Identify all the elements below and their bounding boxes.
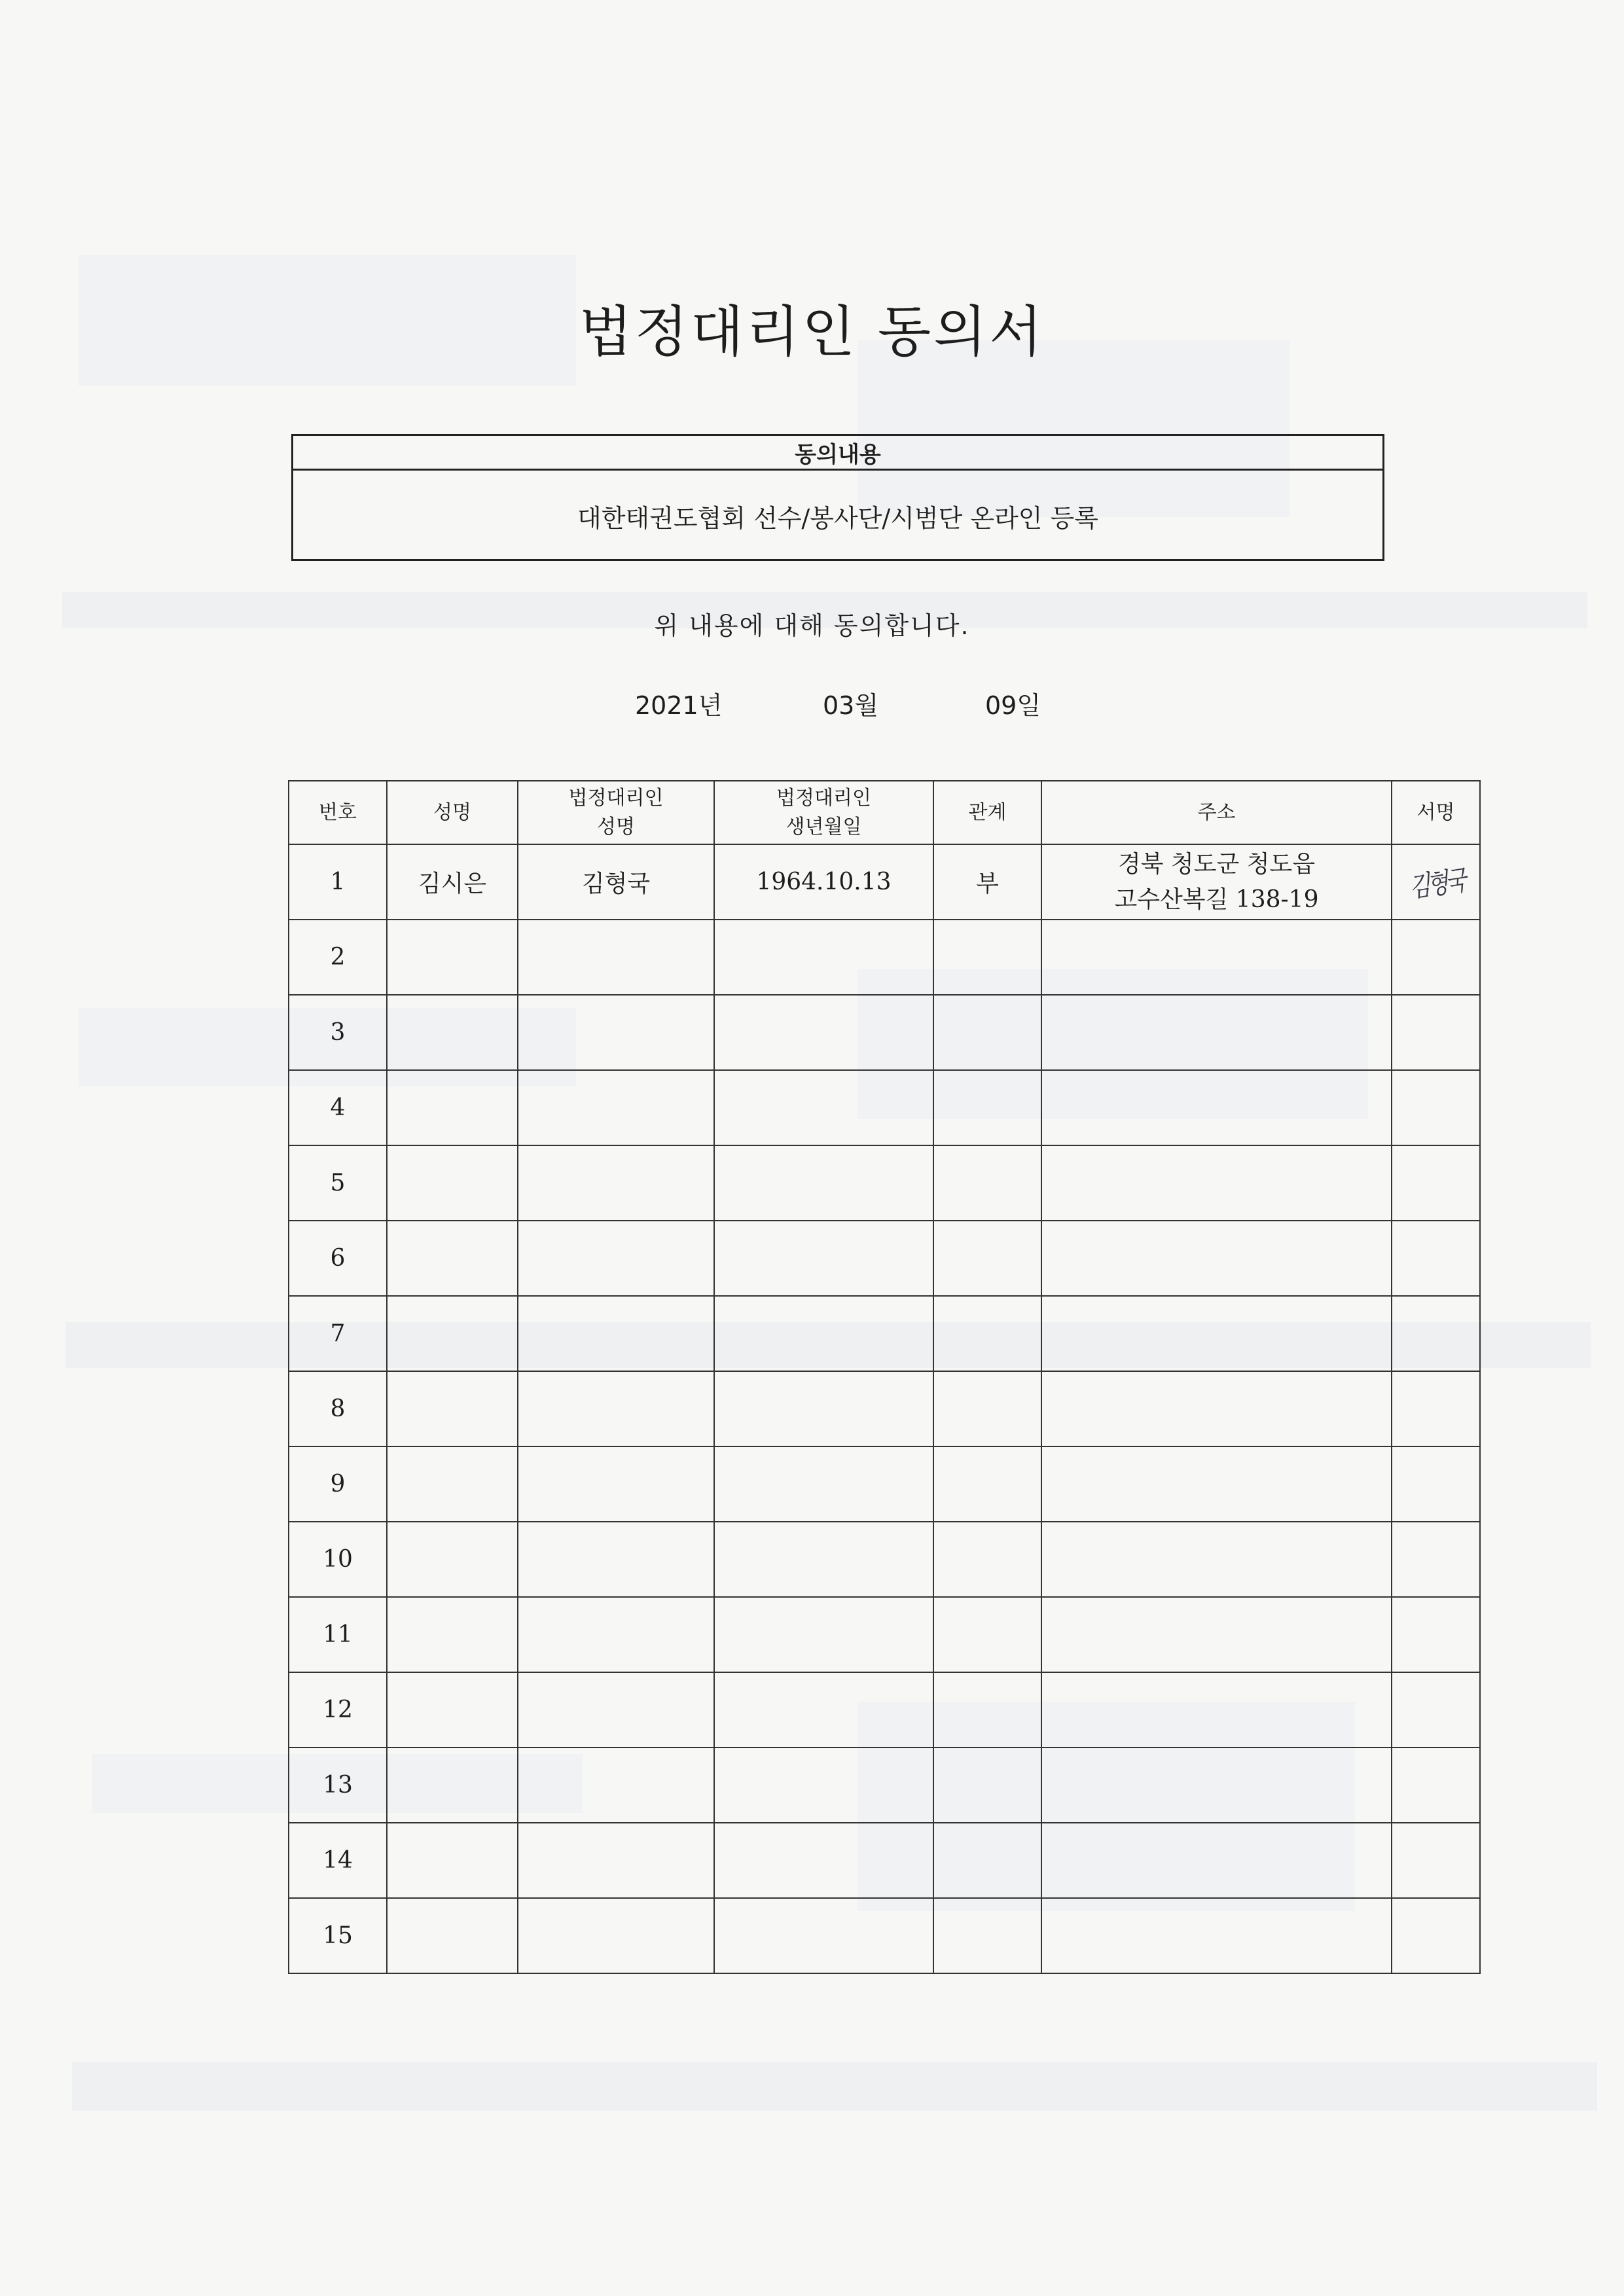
cell-guardian-birth [714, 1597, 933, 1672]
table-row [289, 920, 1480, 995]
cell-guardian-name [518, 1898, 714, 1973]
table-row [289, 995, 1480, 1070]
table-row [289, 1070, 1480, 1145]
cell-no: 2 [289, 920, 387, 995]
table-row [289, 1522, 1480, 1597]
cell-guardian-name [518, 1221, 714, 1296]
cell-guardian-name [518, 920, 714, 995]
cell-guardian-name [518, 995, 714, 1070]
cell-address [1041, 1597, 1392, 1672]
table-row [289, 1672, 1480, 1748]
cell-relation [933, 1070, 1041, 1145]
cell-name [387, 1823, 518, 1898]
cell-address [1041, 1823, 1392, 1898]
cell-relation [933, 1748, 1041, 1823]
guardian-roster-table [288, 780, 1481, 1974]
cell-address [1041, 1371, 1392, 1446]
cell-relation [933, 995, 1041, 1070]
cell-name [387, 1898, 518, 1973]
cell-guardian-birth [714, 1371, 933, 1446]
cell-guardian-name: 김형국 [518, 844, 714, 920]
cell-guardian-birth [714, 1221, 933, 1296]
cell-guardian-birth [714, 1898, 933, 1973]
cell-relation [933, 1597, 1041, 1672]
cell-relation [933, 920, 1041, 995]
cell-address [1041, 1748, 1392, 1823]
consent-box [291, 434, 1384, 561]
cell-guardian-name [518, 1672, 714, 1748]
cell-name [387, 995, 518, 1070]
cell-name [387, 1371, 518, 1446]
cell-signature [1392, 920, 1480, 995]
cell-signature [1392, 1823, 1480, 1898]
cell-signature [1392, 1748, 1480, 1823]
header-guardian-name: 법정대리인 성명 [518, 781, 714, 844]
cell-address [1041, 995, 1392, 1070]
header-guardian-birth: 법정대리인 생년월일 [714, 781, 933, 844]
cell-guardian-birth [714, 1522, 933, 1597]
scan-artifact [72, 2062, 1597, 2111]
cell-signature [1392, 1070, 1480, 1145]
cell-guardian-birth [714, 1446, 933, 1522]
cell-no: 12 [289, 1672, 387, 1748]
cell-name [387, 1748, 518, 1823]
cell-name [387, 1070, 518, 1145]
cell-guardian-name [518, 1823, 714, 1898]
table-row [289, 1145, 1480, 1221]
cell-name [387, 1145, 518, 1221]
header-relation: 관계 [933, 781, 1041, 844]
cell-no: 9 [289, 1446, 387, 1522]
cell-guardian-name [518, 1522, 714, 1597]
date-month: 03월 [823, 691, 879, 720]
cell-guardian-name [518, 1145, 714, 1221]
cell-relation [933, 1823, 1041, 1898]
cell-no: 13 [289, 1748, 387, 1823]
cell-relation [933, 1221, 1041, 1296]
cell-signature [1392, 995, 1480, 1070]
cell-relation: 부 [933, 844, 1041, 920]
cell-signature [1392, 1296, 1480, 1371]
cell-signature [1392, 1522, 1480, 1597]
handwritten-signature: 김형국 [1407, 863, 1466, 904]
cell-no: 10 [289, 1522, 387, 1597]
cell-guardian-name [518, 1296, 714, 1371]
cell-address [1041, 1296, 1392, 1371]
cell-address [1041, 1522, 1392, 1597]
agreement-statement: 위 내용에 대해 동의합니다. [654, 611, 970, 640]
cell-address [1041, 1221, 1392, 1296]
cell-no: 4 [289, 1070, 387, 1145]
header-address: 주소 [1041, 781, 1392, 844]
cell-no: 6 [289, 1221, 387, 1296]
cell-name [387, 920, 518, 995]
cell-guardian-birth [714, 1070, 933, 1145]
cell-name [387, 1597, 518, 1672]
cell-guardian-name [518, 1371, 714, 1446]
cell-no: 7 [289, 1296, 387, 1371]
cell-guardian-birth [714, 1823, 933, 1898]
header-name: 성명 [387, 781, 518, 844]
cell-signature [1392, 1597, 1480, 1672]
header-no: 번호 [289, 781, 387, 844]
table-row [289, 844, 1480, 920]
cell-address [1041, 1898, 1392, 1973]
cell-guardian-birth [714, 995, 933, 1070]
cell-signature [1392, 1221, 1480, 1296]
cell-relation [933, 1522, 1041, 1597]
cell-name: 김시은 [387, 844, 518, 920]
cell-signature [1392, 1898, 1480, 1973]
cell-address [1041, 844, 1392, 920]
cell-name [387, 1522, 518, 1597]
cell-name [387, 1446, 518, 1522]
cell-address [1041, 1145, 1392, 1221]
table-row [289, 1748, 1480, 1823]
table-row [289, 1371, 1480, 1446]
cell-no: 15 [289, 1898, 387, 1973]
cell-guardian-birth [714, 1145, 933, 1221]
consent-header: 동의내용 [293, 436, 1382, 471]
cell-signature [1392, 844, 1480, 920]
cell-name [387, 1296, 518, 1371]
cell-name [387, 1672, 518, 1748]
cell-guardian-birth [714, 1672, 933, 1748]
table-row [289, 1898, 1480, 1973]
cell-guardian-birth [714, 1296, 933, 1371]
cell-signature [1392, 1145, 1480, 1221]
date-day: 09일 [985, 691, 1041, 720]
cell-address [1041, 1070, 1392, 1145]
cell-no: 3 [289, 995, 387, 1070]
table-row [289, 1296, 1480, 1371]
cell-no: 1 [289, 844, 387, 920]
table-row [289, 1823, 1480, 1898]
cell-relation [933, 1446, 1041, 1522]
cell-relation [933, 1371, 1041, 1446]
cell-guardian-name [518, 1597, 714, 1672]
cell-no: 5 [289, 1145, 387, 1221]
table-row [289, 1597, 1480, 1672]
cell-no: 11 [289, 1597, 387, 1672]
cell-name [387, 1221, 518, 1296]
cell-relation [933, 1672, 1041, 1748]
cell-guardian-name [518, 1070, 714, 1145]
cell-guardian-birth [714, 920, 933, 995]
table-row [289, 1446, 1480, 1522]
date-year: 2021년 [635, 691, 723, 720]
cell-guardian-name [518, 1446, 714, 1522]
header-signature: 서명 [1392, 781, 1480, 844]
cell-no: 8 [289, 1371, 387, 1446]
cell-relation [933, 1145, 1041, 1221]
cell-relation [933, 1296, 1041, 1371]
cell-no: 14 [289, 1823, 387, 1898]
document-title: 법정대리인 동의서 [579, 300, 1045, 364]
cell-signature [1392, 1371, 1480, 1446]
cell-guardian-birth [714, 1748, 933, 1823]
cell-address [1041, 1446, 1392, 1522]
address-line1: 경북 청도군 청도읍 [1117, 850, 1316, 878]
cell-signature [1392, 1672, 1480, 1748]
cell-signature [1392, 1446, 1480, 1522]
table-row [289, 1221, 1480, 1296]
cell-address [1041, 1672, 1392, 1748]
cell-guardian-name [518, 1748, 714, 1823]
cell-guardian-birth: 1964.10.13 [714, 844, 933, 920]
table-header-row [289, 781, 1480, 844]
cell-address [1041, 920, 1392, 995]
cell-relation [933, 1898, 1041, 1973]
consent-content: 대한태권도협회 선수/봉사단/시범단 온라인 등록 [577, 503, 1098, 533]
address-line2: 고수산복길 138-19 [1114, 886, 1319, 913]
